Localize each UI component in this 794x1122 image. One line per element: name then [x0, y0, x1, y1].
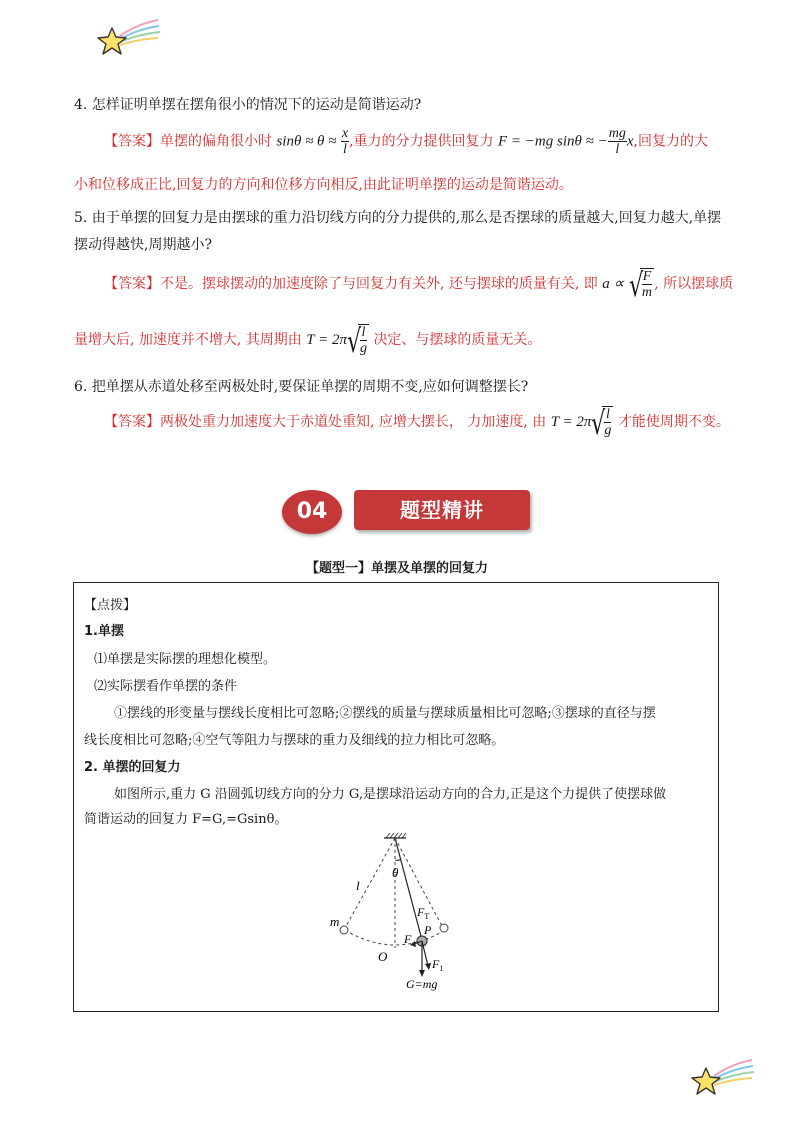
answer-tag: 【答案】 [104, 414, 160, 430]
tip-para-2: ⑵实际摆看作单摆的条件 [94, 679, 238, 694]
answer-4-line2: 小和位移成正比,回复力的方向和位移方向相反,由此证明单摆的运动是简谐运动。 [74, 177, 573, 193]
numerator: l [361, 325, 366, 340]
answer-text: , 所以摆球质 [654, 276, 734, 292]
answer-text: 不是。摆球摆动的加速度除了与回复力有关外, 还与摆球的质量有关, 即 [160, 276, 598, 292]
denominator: g [359, 341, 367, 356]
denominator: g [604, 423, 612, 438]
label-length: l [356, 878, 360, 893]
section-number-badge: 04 [282, 490, 342, 534]
formula: a ∝ [602, 276, 625, 292]
formula: T = 2π [306, 332, 347, 348]
question-5-line2: 摆动得越快,周期越小? [74, 237, 212, 253]
denominator: l [615, 142, 620, 157]
formula: F = −mg sinθ ≈ − [498, 133, 608, 150]
question-5-line1: 5. 由于单摆的回复力是由摆球的重力沿切线方向的分力提供的,那么是否摆球的质量越大,回复力越大,单摆 [74, 210, 722, 226]
answer-text: ,回复力的大 [633, 133, 708, 150]
label-point: P [424, 923, 432, 937]
pendulum-diagram [320, 830, 480, 995]
answer-text: 量增大后, 加速度并不增大, 其周期由 [74, 332, 302, 348]
sqrt-expression: √ $\frac{l}{g}$ [346, 322, 367, 360]
numerator: F [642, 269, 652, 284]
denominator: l [343, 142, 347, 157]
answer-5-line2 [74, 322, 542, 360]
tip-para-6: 简谐运动的回复力 F=G,=Gsinθ。 [84, 812, 288, 827]
sqrt-expression: √ $\frac{l}{g}$ [591, 404, 612, 442]
tip-para-5: 如图所示,重力 G 沿圆弧切线方向的分力 G,是摆球沿运动方向的合力,正是这个力提供了使摆球做 [114, 787, 667, 802]
numerator: mg [608, 126, 626, 141]
answer-6 [104, 404, 730, 442]
tip-heading-2: 2. 单摆的回复力 [84, 760, 181, 775]
formula: T = 2π [550, 414, 592, 430]
tip-para-4: 线长度相比可忽略;④空气等阻力与摆球的重力及细线的拉力相比可忽略。 [84, 733, 505, 748]
fraction [608, 126, 627, 157]
fraction [341, 126, 349, 157]
answer-5 [104, 266, 734, 304]
label-theta: θ [392, 865, 399, 880]
tip-label: 【点拨】 [84, 598, 137, 613]
label-origin: O [378, 949, 388, 964]
formula: x [626, 133, 634, 150]
label-mass: m [330, 914, 340, 929]
numerator: x [341, 126, 349, 141]
numerator: l [605, 407, 610, 422]
answer-text: ,重力的分力提供回复力 [349, 133, 494, 150]
answer-text: 两极处重力加速度大于赤道处重知, 应增大摆长， 力加速度, 由 [160, 414, 547, 430]
label-gravity: G=mg [406, 977, 438, 991]
tip-para-3: ①摆线的形变量与摆线长度相比可忽略;②摆线的质量与摆球质量相比可忽略;③摆球的直径与摆 [114, 706, 656, 721]
denominator: m [641, 285, 653, 300]
label-f1: $F_1$ [432, 957, 444, 973]
answer-text: 单摆的偏角很小时 [160, 133, 272, 150]
label-tension: $F_T$ [417, 905, 430, 921]
answer-tag: 【答案】 [104, 276, 160, 292]
formula: sinθ ≈ θ ≈ [276, 133, 337, 150]
star-decoration-top [92, 14, 162, 58]
section-title: 题型精讲 [354, 490, 530, 530]
tip-heading-1: 1.单摆 [84, 624, 124, 639]
answer-text: 才能使周期不变。 [617, 414, 730, 430]
question-6: 6. 把单摆从赤道处移至两极处时,要保证单摆的周期不变,应如何调整摆长? [74, 379, 529, 395]
answer-text: 决定、与摆球的质量无关。 [373, 332, 542, 348]
star-decoration-bottom [686, 1054, 756, 1098]
tip-para-1: ⑴单摆是实际摆的理想化模型。 [94, 652, 277, 667]
question-4: 4. 怎样证明单摆在摆角很小的情况下的运动是简谐运动? [74, 97, 422, 113]
label-force: F [404, 932, 412, 946]
answer-4 [104, 126, 708, 157]
section-subheading: 【题型一】单摆及单摆的回复力 [305, 561, 488, 576]
answer-tag: 【答案】 [104, 133, 160, 150]
sqrt-expression: √ $\frac{F}{m}$ [629, 268, 655, 300]
